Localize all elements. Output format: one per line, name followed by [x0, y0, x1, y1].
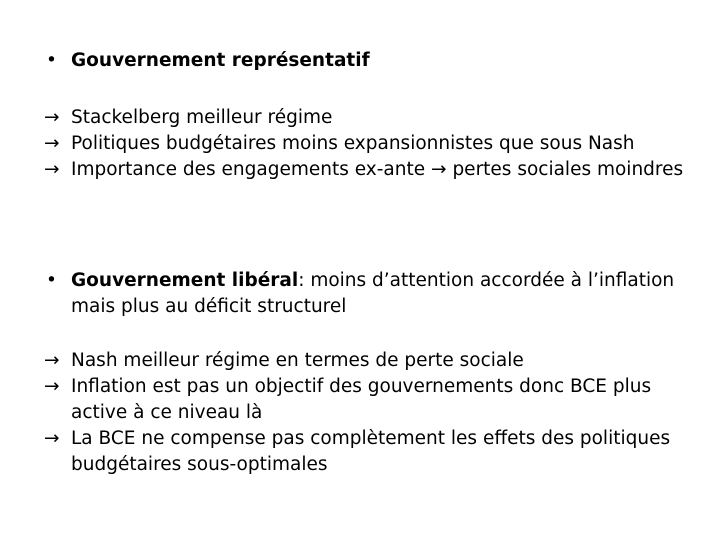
section2-point-3 [44, 426, 684, 478]
section1-point-3 [44, 157, 684, 183]
bullet-icon: • [46, 50, 57, 71]
section2-point-1 [44, 348, 684, 374]
section2-point-2-text: Inflation est pas un objectif des gouvernements donc BCE plus active à ce niveau là [71, 376, 652, 423]
section2-heading-tail: : moins d’attention accordée à l’inflation mais plus au déficit structurel [71, 270, 675, 317]
section1-point-3-text-a: Importance des engagements ex-ante [71, 159, 426, 180]
section1-heading-block [44, 48, 684, 74]
section2-heading-line [44, 268, 684, 320]
section1-point-3-text-b: pertes sociales moindres [452, 159, 684, 180]
section1-point-2-text: Politiques budgétaires moins expansionnistes que sous Nash [71, 133, 635, 154]
arrow-right-icon: → [44, 133, 60, 154]
section1-heading-line [44, 48, 684, 74]
arrow-right-icon: → [44, 428, 60, 449]
arrow-right-icon: → [431, 159, 447, 180]
section1-points [44, 105, 684, 183]
arrow-right-icon: → [44, 107, 60, 128]
section2-point-1-text: Nash meilleur régime en termes de perte sociale [71, 350, 524, 371]
section2-heading: Gouvernement libéral [71, 270, 299, 291]
arrow-right-icon: → [44, 376, 60, 397]
section1-heading: Gouvernement représentatif [71, 50, 370, 71]
arrow-right-icon: → [44, 159, 60, 180]
section2-point-3-text: La BCE ne compense pas complètement les effets des politiques budgétaires sous-optimales [71, 428, 671, 475]
arrow-right-icon: → [44, 350, 60, 371]
section1-point-2 [44, 131, 684, 157]
section1-point-1 [44, 105, 684, 131]
section1-point-1-text: Stackelberg meilleur régime [71, 107, 333, 128]
bullet-icon: • [46, 270, 57, 291]
section2-points [44, 348, 684, 478]
section2-heading-block [44, 268, 684, 320]
section2-point-2 [44, 374, 684, 426]
